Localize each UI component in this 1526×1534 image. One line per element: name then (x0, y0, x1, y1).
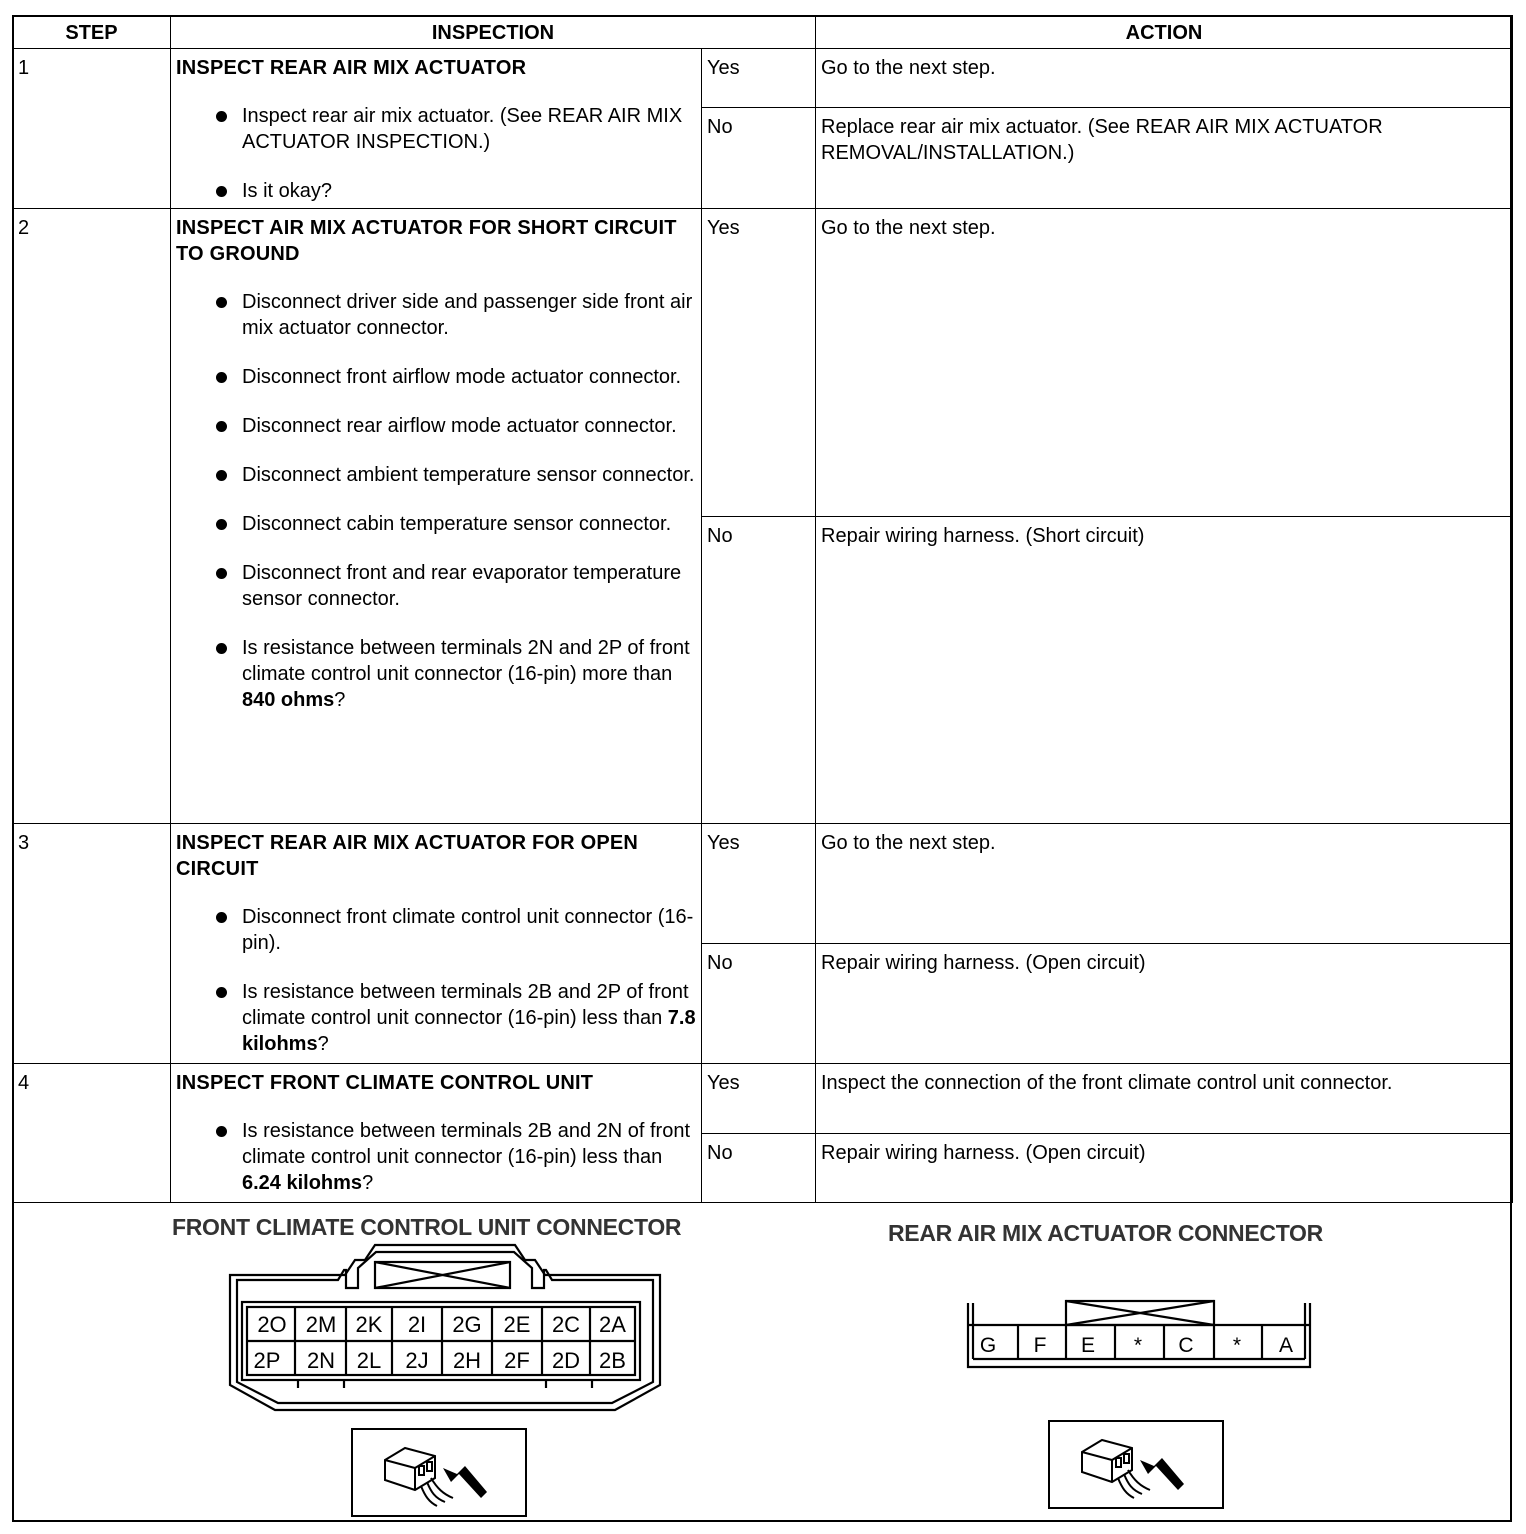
connector-plug-icon (1050, 1422, 1222, 1507)
header-step: STEP (13, 16, 171, 49)
bullet-suffix: ? (334, 689, 346, 711)
pin-label: * (1232, 1334, 1242, 1357)
pin-label: A (1278, 1334, 1293, 1357)
bullet-item: Disconnect front airflow mode actuator connector. (212, 364, 696, 390)
threshold-value: 6.24 kilohms (242, 1172, 363, 1194)
threshold-value: 840 ohms (242, 689, 335, 711)
yes-action: Go to the next step. (816, 209, 1513, 517)
pin-label: 2M (305, 1312, 337, 1337)
inspection-heading: INSPECT REAR AIR MIX ACTUATOR FOR OPEN CIRCUIT (176, 832, 639, 880)
bullet-text: Is resistance between terminals 2B and 2P of front climate control unit connector (16-pin) less than (242, 981, 689, 1029)
bullet-list (176, 289, 696, 713)
inspection-cell (171, 49, 702, 209)
no-action: Repair wiring harness. (Short circuit) (816, 517, 1513, 824)
step-number: 3 (13, 824, 171, 1064)
rear-connector-title: REAR AIR MIX ACTUATOR CONNECTOR (888, 1220, 1323, 1246)
no-label: No (702, 1134, 816, 1203)
yes-label: Yes (702, 824, 816, 944)
bullet-item: Is it okay? (212, 178, 696, 204)
bullet-text: Is resistance between terminals 2N and 2P of front climate control unit connector (16-pin) more than (242, 637, 690, 685)
pin-label: 2J (405, 1348, 429, 1373)
bullet-item: Disconnect ambient temperature sensor connector. (212, 462, 696, 488)
table-row (13, 209, 1513, 517)
step-number: 1 (13, 49, 171, 209)
inspection-heading: INSPECT FRONT CLIMATE CONTROL UNIT (176, 1072, 594, 1094)
pin-label: F (1033, 1334, 1047, 1357)
no-action: Repair wiring harness. (Open circuit) (816, 944, 1513, 1064)
pin-label: G (979, 1334, 997, 1357)
pin-label: 2K (355, 1312, 383, 1337)
table-header-row (13, 16, 1513, 49)
yes-action: Go to the next step. (816, 824, 1513, 944)
bullet-item: Disconnect front climate control unit connector (16-pin). (212, 904, 696, 956)
yes-action: Inspect the connection of the front climate control unit connector. (816, 1064, 1513, 1134)
harness-side-view-icon (1048, 1420, 1224, 1509)
table-row (13, 49, 1513, 108)
pin-label: 2A (599, 1312, 626, 1337)
bullet-item (212, 635, 696, 713)
pin-label: 2N (306, 1348, 336, 1373)
bullet-item (212, 979, 696, 1057)
bullet-suffix: ? (317, 1033, 329, 1055)
bullet-suffix: ? (362, 1172, 374, 1194)
bullet-list (176, 1118, 696, 1196)
bullet-item: Disconnect driver side and passenger side front air mix actuator connector. (212, 289, 696, 341)
pin-label: * (1133, 1334, 1143, 1357)
front-connector-title: FRONT CLIMATE CONTROL UNIT CONNECTOR (172, 1214, 682, 1240)
table-row (13, 1064, 1513, 1134)
no-action: Replace rear air mix actuator. (See REAR AIR MIX ACTUATOR REMOVAL/INSTALLATION.) (816, 108, 1513, 209)
bullet-item: Disconnect cabin temperature sensor connector. (212, 511, 696, 537)
no-label: No (702, 517, 816, 824)
pin-label: 2H (452, 1348, 482, 1373)
pin-label: 2O (257, 1312, 287, 1337)
pin-label: C (1178, 1334, 1194, 1357)
inspection-heading: INSPECT REAR AIR MIX ACTUATOR (176, 57, 527, 79)
bullet-item (212, 1118, 696, 1196)
pin-label: 2E (503, 1312, 531, 1337)
inspection-cell (171, 1064, 702, 1203)
harness-side-view-icon (351, 1428, 527, 1517)
yes-label: Yes (702, 209, 816, 517)
troubleshooting-table (12, 15, 1513, 1203)
inspection-heading: INSPECT AIR MIX ACTUATOR FOR SHORT CIRCUIT TO GROUND (176, 217, 677, 265)
inspection-cell (171, 209, 702, 824)
bullet-item: Disconnect front and rear evaporator temperature sensor connector. (212, 560, 696, 612)
no-label: No (702, 108, 816, 209)
no-label: No (702, 944, 816, 1064)
connector-plug-icon (353, 1430, 525, 1515)
pin-label: 2C (551, 1312, 581, 1337)
yes-action: Go to the next step. (816, 49, 1513, 108)
bullet-list (176, 904, 696, 1057)
step-number: 2 (13, 209, 171, 824)
header-inspection: INSPECTION (171, 16, 816, 49)
table-row (13, 824, 1513, 944)
yes-label: Yes (702, 1064, 816, 1134)
threshold-value: 7.8 kilohms (242, 1007, 696, 1055)
pin-label: 2D (551, 1348, 581, 1373)
yes-label: Yes (702, 49, 816, 108)
pin-label: 2B (599, 1348, 626, 1373)
step-number: 4 (13, 1064, 171, 1203)
pin-label: 2G (452, 1312, 482, 1337)
bullet-list (176, 103, 696, 204)
pin-label: 2F (504, 1348, 530, 1373)
inspection-cell (171, 824, 702, 1064)
bullet-text: Is resistance between terminals 2B and 2N of front climate control unit connector (16-pin) less than (242, 1120, 691, 1168)
pin-label: E (1080, 1334, 1095, 1357)
pin-label: 2L (356, 1348, 382, 1373)
no-action: Repair wiring harness. (Open circuit) (816, 1134, 1513, 1203)
bullet-item: Inspect rear air mix actuator. (See REAR AIR MIX ACTUATOR INSPECTION.) (212, 103, 696, 155)
bullet-item: Disconnect rear airflow mode actuator connector. (212, 413, 696, 439)
header-action: ACTION (816, 16, 1513, 49)
pin-label: 2I (407, 1312, 427, 1337)
pin-label: 2P (253, 1348, 281, 1373)
